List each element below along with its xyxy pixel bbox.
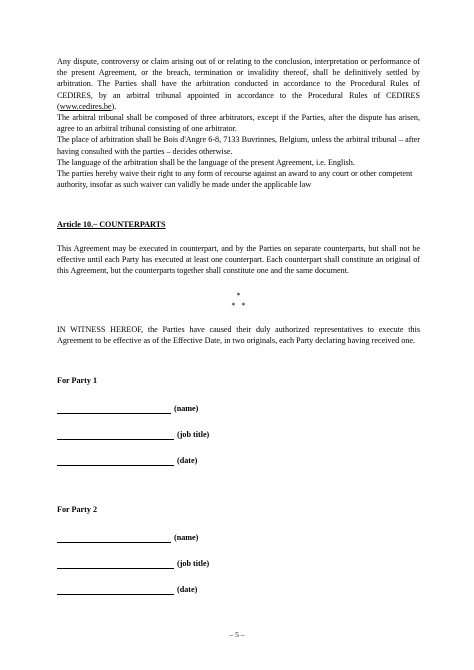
name-label: (name) [174, 532, 199, 542]
job-title-label: (job title) [177, 429, 210, 439]
section-separator [57, 291, 420, 311]
party-2-job-title-line[interactable] [57, 558, 420, 569]
separator-bottom: * * [231, 301, 246, 311]
arbitration-paragraph-5: The parties hereby waive their right to any form of recourse against an award to any court or other competent authority, insofar as such waiver can validly be made under the applicable law [57, 169, 413, 190]
article-10-heading: Article 10.– COUNTERPARTS [57, 220, 166, 230]
signature-blank[interactable] [57, 431, 174, 440]
arbitration-text: Any dispute, controversy or claim arising out of or relating to the conclusion, interpretation or performance of the present Agreement, or the breach, termination or invalidity thereof, shall be definitively settled by arbitration. The Parties shall have the arbitration conducted in accordance to the Procedural Rules of CEDIRES, by an arbitral tribunal appointed in accordance to the Procedural Rules of CEDIRES ( [57, 57, 420, 111]
job-title-label: (job title) [177, 558, 210, 568]
signature-blank[interactable] [57, 586, 174, 595]
article-10-text: This Agreement may be executed in counterpart, and by the Parties on separate counterparts, but shall not be effective until each Party has executed at least one counterpart. Each counterpart shall constitute an original of this Agreement, but the counterparts together shall constitute one and the same document. [57, 243, 420, 276]
signature-blank[interactable] [57, 405, 171, 414]
party-1-date-line[interactable] [57, 455, 420, 466]
party-1-name-line[interactable] [57, 403, 420, 414]
arbitration-text-end: ). [111, 101, 117, 111]
signature-blank[interactable] [57, 560, 174, 569]
arbitration-clause [57, 56, 420, 190]
arbitration-paragraph-2: The arbitral tribunal shall be composed of three arbitrators, except if the Parties, after the dispute has arisen, agree to an arbitral tribunal consisting of one arbitrator. [57, 113, 420, 134]
party-1-job-title-line[interactable] [57, 429, 420, 440]
signature-blank[interactable] [57, 534, 171, 543]
party-2-name-line[interactable] [57, 532, 420, 543]
witness-paragraph: IN WITNESS HEREOF, the Parties have caused their duly authorized representatives to execute this Agreement to be effective as of the Effective Date, in two originals, each Party declaring having received one. [57, 325, 420, 346]
arbitration-paragraph-1 [57, 56, 420, 112]
separator-top: * [236, 291, 241, 301]
date-label: (date) [177, 584, 198, 594]
party-2-date-line[interactable] [57, 584, 420, 595]
date-label: (date) [177, 455, 198, 465]
page-number: – 5 – [229, 630, 245, 639]
name-label: (name) [174, 403, 199, 413]
signature-blank[interactable] [57, 457, 174, 466]
cedires-link[interactable]: www.cedires.be [59, 101, 112, 111]
party-2-title: For Party 2 [57, 504, 98, 514]
arbitration-paragraph-3: The place of arbitration shall be Bois d'Angre 6-8, 7133 Buvrinnes, Belgium, unless the arbitral tribunal – after having consulted with the parties – decides otherwise. [57, 135, 420, 156]
arbitration-paragraph-4: The language of the arbitration shall be the language of the present Agreement, i.e. English. [57, 157, 355, 167]
party-1-title: For Party 1 [57, 375, 98, 385]
